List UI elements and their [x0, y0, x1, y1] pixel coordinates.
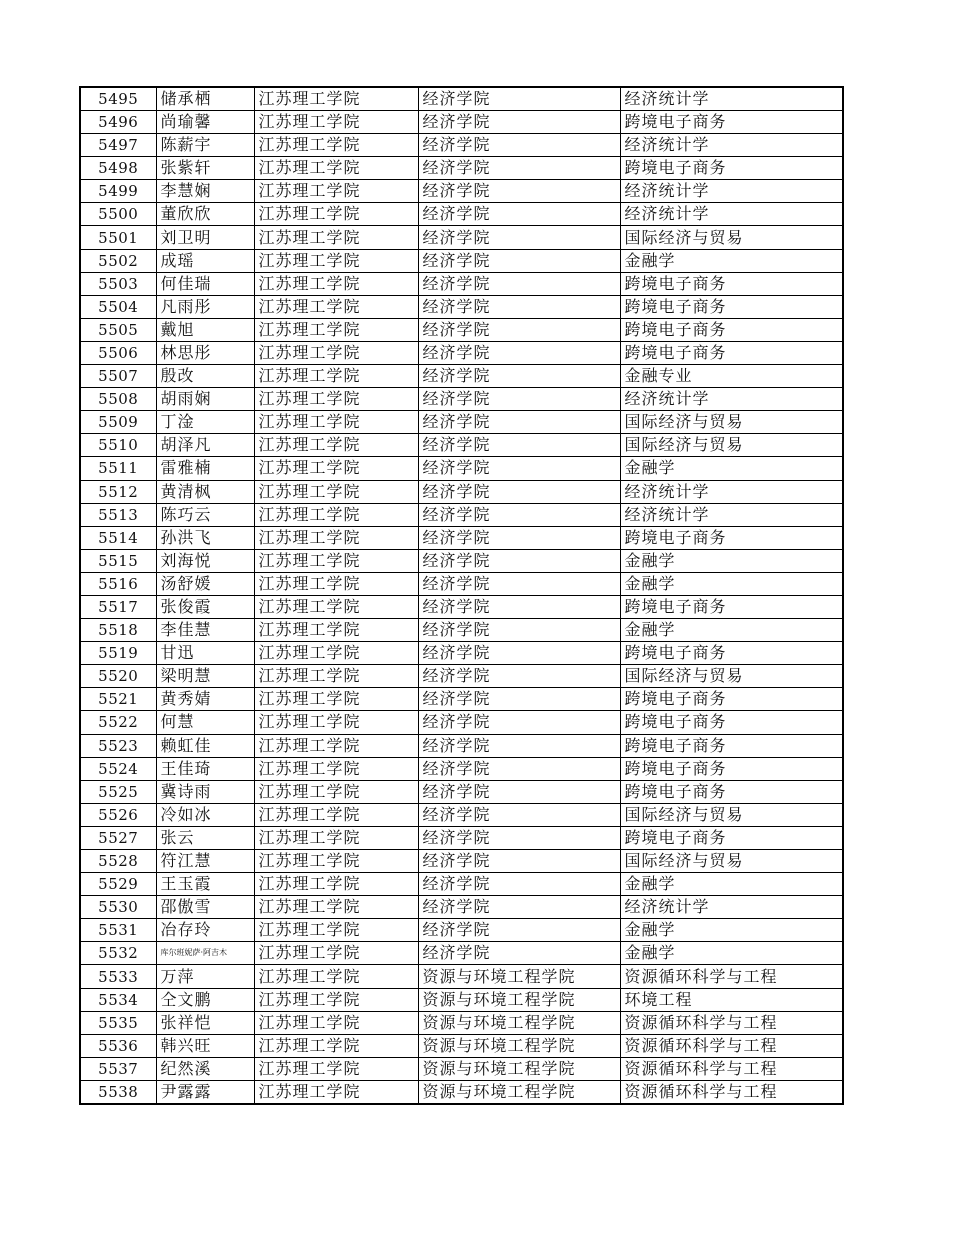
college-cell: 资源与环境工程学院 [418, 988, 620, 1011]
table-row [80, 988, 843, 1011]
school-cell: 江苏理工学院 [254, 1057, 418, 1080]
student-name-cell: 李慧娴 [156, 180, 254, 203]
college-cell: 经济学院 [418, 780, 620, 803]
table-row [80, 965, 843, 988]
major-cell: 资源循环科学与工程 [620, 1034, 843, 1057]
table-row [80, 803, 843, 826]
table-row [80, 826, 843, 849]
school-cell: 江苏理工学院 [254, 688, 418, 711]
table-row [80, 642, 843, 665]
serial-number-cell: 5496 [80, 111, 156, 134]
student-name-cell: 胡雨娴 [156, 388, 254, 411]
table-row [80, 203, 843, 226]
major-cell: 跨境电子商务 [620, 157, 843, 180]
college-cell: 经济学院 [418, 87, 620, 111]
serial-number-cell: 5519 [80, 642, 156, 665]
college-cell: 经济学院 [418, 295, 620, 318]
major-cell: 国际经济与贸易 [620, 411, 843, 434]
student-name-cell: 邵傲雪 [156, 896, 254, 919]
school-cell: 江苏理工学院 [254, 226, 418, 249]
serial-number-cell: 5514 [80, 526, 156, 549]
school-cell: 江苏理工学院 [254, 503, 418, 526]
college-cell: 经济学院 [418, 919, 620, 942]
table-row [80, 711, 843, 734]
college-cell: 经济学院 [418, 873, 620, 896]
serial-number-cell: 5495 [80, 87, 156, 111]
major-cell: 国际经济与贸易 [620, 434, 843, 457]
table-row [80, 1080, 843, 1104]
serial-number-cell: 5506 [80, 341, 156, 364]
major-cell: 经济统计学 [620, 388, 843, 411]
serial-number-cell: 5536 [80, 1034, 156, 1057]
table-row [80, 896, 843, 919]
college-cell: 经济学院 [418, 803, 620, 826]
student-name-cell: 何慧 [156, 711, 254, 734]
college-cell: 经济学院 [418, 549, 620, 572]
major-cell: 跨境电子商务 [620, 826, 843, 849]
serial-number-cell: 5502 [80, 249, 156, 272]
serial-number-cell: 5511 [80, 457, 156, 480]
table-row [80, 665, 843, 688]
student-name-cell: 张云 [156, 826, 254, 849]
table-row [80, 688, 843, 711]
serial-number-cell: 5508 [80, 388, 156, 411]
serial-number-cell: 5516 [80, 572, 156, 595]
serial-number-cell: 5524 [80, 757, 156, 780]
serial-number-cell: 5535 [80, 1011, 156, 1034]
major-cell: 经济统计学 [620, 896, 843, 919]
major-cell: 资源循环科学与工程 [620, 965, 843, 988]
table-row [80, 942, 843, 965]
school-cell: 江苏理工学院 [254, 480, 418, 503]
student-name-cell: 尚瑜馨 [156, 111, 254, 134]
table-row [80, 572, 843, 595]
serial-number-cell: 5534 [80, 988, 156, 1011]
table-row [80, 388, 843, 411]
school-cell: 江苏理工学院 [254, 434, 418, 457]
student-name-cell: 成瑶 [156, 249, 254, 272]
major-cell: 跨境电子商务 [620, 642, 843, 665]
school-cell: 江苏理工学院 [254, 942, 418, 965]
major-cell: 跨境电子商务 [620, 272, 843, 295]
table-row [80, 249, 843, 272]
college-cell: 经济学院 [418, 434, 620, 457]
serial-number-cell: 5505 [80, 318, 156, 341]
major-cell: 跨境电子商务 [620, 780, 843, 803]
college-cell: 经济学院 [418, 388, 620, 411]
college-cell: 经济学院 [418, 180, 620, 203]
school-cell: 江苏理工学院 [254, 1080, 418, 1104]
student-name-cell: 仝文鹏 [156, 988, 254, 1011]
college-cell: 经济学院 [418, 688, 620, 711]
student-name-cell: 黄秀婧 [156, 688, 254, 711]
student-name-cell: 刘卫明 [156, 226, 254, 249]
student-name-cell: 林思彤 [156, 341, 254, 364]
serial-number-cell: 5501 [80, 226, 156, 249]
major-cell: 国际经济与贸易 [620, 850, 843, 873]
serial-number-cell: 5509 [80, 411, 156, 434]
serial-number-cell: 5500 [80, 203, 156, 226]
student-name-cell: 韩兴旺 [156, 1034, 254, 1057]
serial-number-cell: 5538 [80, 1080, 156, 1104]
table-row [80, 134, 843, 157]
major-cell: 经济统计学 [620, 503, 843, 526]
college-cell: 经济学院 [418, 734, 620, 757]
student-name-cell: 甘迅 [156, 642, 254, 665]
major-cell: 跨境电子商务 [620, 111, 843, 134]
table-row [80, 549, 843, 572]
table-row [80, 1034, 843, 1057]
serial-number-cell: 5503 [80, 272, 156, 295]
college-cell: 经济学院 [418, 272, 620, 295]
table-row [80, 365, 843, 388]
student-name-cell: 陈薪宇 [156, 134, 254, 157]
college-cell: 经济学院 [418, 411, 620, 434]
major-cell: 国际经济与贸易 [620, 803, 843, 826]
student-name-cell: 雷雅楠 [156, 457, 254, 480]
school-cell: 江苏理工学院 [254, 896, 418, 919]
school-cell: 江苏理工学院 [254, 572, 418, 595]
school-cell: 江苏理工学院 [254, 180, 418, 203]
school-cell: 江苏理工学院 [254, 1011, 418, 1034]
student-name-cell: 纪然溪 [156, 1057, 254, 1080]
student-name-cell: 汤舒媛 [156, 572, 254, 595]
college-cell: 经济学院 [418, 480, 620, 503]
school-cell: 江苏理工学院 [254, 457, 418, 480]
serial-number-cell: 5526 [80, 803, 156, 826]
major-cell: 资源循环科学与工程 [620, 1057, 843, 1080]
major-cell: 环境工程 [620, 988, 843, 1011]
school-cell: 江苏理工学院 [254, 757, 418, 780]
school-cell: 江苏理工学院 [254, 157, 418, 180]
college-cell: 经济学院 [418, 642, 620, 665]
student-name-cell: 万萍 [156, 965, 254, 988]
table-row [80, 457, 843, 480]
serial-number-cell: 5527 [80, 826, 156, 849]
student-name-cell: 王佳琦 [156, 757, 254, 780]
school-cell: 江苏理工学院 [254, 111, 418, 134]
student-name-cell: 张紫轩 [156, 157, 254, 180]
college-cell: 资源与环境工程学院 [418, 1034, 620, 1057]
table-row [80, 411, 843, 434]
student-name-cell: 张祥恺 [156, 1011, 254, 1034]
student-name-cell: 陈巧云 [156, 503, 254, 526]
school-cell: 江苏理工学院 [254, 249, 418, 272]
school-cell: 江苏理工学院 [254, 780, 418, 803]
school-cell: 江苏理工学院 [254, 665, 418, 688]
table-row [80, 111, 843, 134]
table-row [80, 757, 843, 780]
serial-number-cell: 5528 [80, 850, 156, 873]
school-cell: 江苏理工学院 [254, 295, 418, 318]
school-cell: 江苏理工学院 [254, 411, 418, 434]
college-cell: 经济学院 [418, 595, 620, 618]
student-name-cell: 何佳瑞 [156, 272, 254, 295]
college-cell: 经济学院 [418, 711, 620, 734]
major-cell: 金融学 [620, 572, 843, 595]
student-name-cell: 库尔班妮萨·阿吉木 [156, 942, 254, 965]
serial-number-cell: 5498 [80, 157, 156, 180]
school-cell: 江苏理工学院 [254, 873, 418, 896]
school-cell: 江苏理工学院 [254, 134, 418, 157]
school-cell: 江苏理工学院 [254, 803, 418, 826]
school-cell: 江苏理工学院 [254, 203, 418, 226]
college-cell: 经济学院 [418, 942, 620, 965]
major-cell: 金融学 [620, 457, 843, 480]
college-cell: 经济学院 [418, 457, 620, 480]
table-row [80, 619, 843, 642]
school-cell: 江苏理工学院 [254, 965, 418, 988]
serial-number-cell: 5531 [80, 919, 156, 942]
major-cell: 经济统计学 [620, 134, 843, 157]
college-cell: 经济学院 [418, 203, 620, 226]
school-cell: 江苏理工学院 [254, 318, 418, 341]
table-row [80, 272, 843, 295]
table-row [80, 318, 843, 341]
college-cell: 经济学院 [418, 665, 620, 688]
major-cell: 跨境电子商务 [620, 341, 843, 364]
major-cell: 经济统计学 [620, 480, 843, 503]
school-cell: 江苏理工学院 [254, 365, 418, 388]
table-row [80, 780, 843, 803]
school-cell: 江苏理工学院 [254, 850, 418, 873]
serial-number-cell: 5533 [80, 965, 156, 988]
college-cell: 经济学院 [418, 619, 620, 642]
student-name-cell: 尹露露 [156, 1080, 254, 1104]
major-cell: 金融学 [620, 549, 843, 572]
serial-number-cell: 5499 [80, 180, 156, 203]
student-name-cell: 王玉霞 [156, 873, 254, 896]
major-cell: 跨境电子商务 [620, 711, 843, 734]
student-name-cell: 李佳慧 [156, 619, 254, 642]
college-cell: 经济学院 [418, 757, 620, 780]
school-cell: 江苏理工学院 [254, 87, 418, 111]
student-name-cell: 冀诗雨 [156, 780, 254, 803]
table-row [80, 873, 843, 896]
student-name-cell: 凡雨彤 [156, 295, 254, 318]
college-cell: 资源与环境工程学院 [418, 965, 620, 988]
student-name-cell: 董欣欣 [156, 203, 254, 226]
major-cell: 经济统计学 [620, 180, 843, 203]
college-cell: 资源与环境工程学院 [418, 1080, 620, 1104]
major-cell: 金融学 [620, 619, 843, 642]
college-cell: 经济学院 [418, 365, 620, 388]
major-cell: 跨境电子商务 [620, 688, 843, 711]
college-cell: 资源与环境工程学院 [418, 1011, 620, 1034]
major-cell: 金融专业 [620, 365, 843, 388]
serial-number-cell: 5523 [80, 734, 156, 757]
school-cell: 江苏理工学院 [254, 388, 418, 411]
table-row [80, 526, 843, 549]
college-cell: 经济学院 [418, 826, 620, 849]
school-cell: 江苏理工学院 [254, 526, 418, 549]
major-cell: 经济统计学 [620, 203, 843, 226]
table-row [80, 480, 843, 503]
school-cell: 江苏理工学院 [254, 988, 418, 1011]
college-cell: 经济学院 [418, 572, 620, 595]
student-name-cell: 梁明慧 [156, 665, 254, 688]
table-row [80, 850, 843, 873]
table-row [80, 341, 843, 364]
college-cell: 经济学院 [418, 896, 620, 919]
college-cell: 经济学院 [418, 226, 620, 249]
major-cell: 跨境电子商务 [620, 318, 843, 341]
major-cell: 资源循环科学与工程 [620, 1011, 843, 1034]
serial-number-cell: 5507 [80, 365, 156, 388]
college-cell: 经济学院 [418, 134, 620, 157]
school-cell: 江苏理工学院 [254, 341, 418, 364]
serial-number-cell: 5530 [80, 896, 156, 919]
roster-table [79, 86, 844, 1105]
school-cell: 江苏理工学院 [254, 919, 418, 942]
student-name-cell: 张俊霞 [156, 595, 254, 618]
serial-number-cell: 5512 [80, 480, 156, 503]
school-cell: 江苏理工学院 [254, 711, 418, 734]
serial-number-cell: 5537 [80, 1057, 156, 1080]
major-cell: 跨境电子商务 [620, 757, 843, 780]
college-cell: 经济学院 [418, 111, 620, 134]
college-cell: 经济学院 [418, 157, 620, 180]
school-cell: 江苏理工学院 [254, 734, 418, 757]
student-name-cell: 黄清枫 [156, 480, 254, 503]
student-name-cell: 储承栖 [156, 87, 254, 111]
major-cell: 国际经济与贸易 [620, 665, 843, 688]
major-cell: 国际经济与贸易 [620, 226, 843, 249]
table-row [80, 226, 843, 249]
serial-number-cell: 5518 [80, 619, 156, 642]
table-row [80, 1011, 843, 1034]
table-row [80, 180, 843, 203]
table-row [80, 1057, 843, 1080]
roster-table-body [80, 87, 843, 1104]
serial-number-cell: 5515 [80, 549, 156, 572]
school-cell: 江苏理工学院 [254, 642, 418, 665]
serial-number-cell: 5532 [80, 942, 156, 965]
serial-number-cell: 5522 [80, 711, 156, 734]
college-cell: 经济学院 [418, 503, 620, 526]
student-name-cell: 胡泽凡 [156, 434, 254, 457]
college-cell: 经济学院 [418, 318, 620, 341]
serial-number-cell: 5517 [80, 595, 156, 618]
table-row [80, 157, 843, 180]
table-row [80, 734, 843, 757]
serial-number-cell: 5529 [80, 873, 156, 896]
college-cell: 资源与环境工程学院 [418, 1057, 620, 1080]
college-cell: 经济学院 [418, 249, 620, 272]
serial-number-cell: 5513 [80, 503, 156, 526]
table-row [80, 503, 843, 526]
college-cell: 经济学院 [418, 341, 620, 364]
major-cell: 资源循环科学与工程 [620, 1080, 843, 1104]
serial-number-cell: 5525 [80, 780, 156, 803]
table-row [80, 295, 843, 318]
serial-number-cell: 5510 [80, 434, 156, 457]
serial-number-cell: 5504 [80, 295, 156, 318]
school-cell: 江苏理工学院 [254, 549, 418, 572]
student-name-cell: 丁淦 [156, 411, 254, 434]
major-cell: 金融学 [620, 919, 843, 942]
student-name-cell: 殷改 [156, 365, 254, 388]
school-cell: 江苏理工学院 [254, 826, 418, 849]
table-row [80, 434, 843, 457]
major-cell: 跨境电子商务 [620, 295, 843, 318]
table-row [80, 595, 843, 618]
school-cell: 江苏理工学院 [254, 619, 418, 642]
serial-number-cell: 5520 [80, 665, 156, 688]
major-cell: 跨境电子商务 [620, 526, 843, 549]
school-cell: 江苏理工学院 [254, 595, 418, 618]
college-cell: 经济学院 [418, 850, 620, 873]
major-cell: 经济统计学 [620, 87, 843, 111]
major-cell: 金融学 [620, 249, 843, 272]
major-cell: 金融学 [620, 942, 843, 965]
serial-number-cell: 5521 [80, 688, 156, 711]
table-row [80, 87, 843, 111]
school-cell: 江苏理工学院 [254, 1034, 418, 1057]
student-name-cell: 冶存玲 [156, 919, 254, 942]
college-cell: 经济学院 [418, 526, 620, 549]
table-row [80, 919, 843, 942]
student-name-cell: 赖虹佳 [156, 734, 254, 757]
major-cell: 跨境电子商务 [620, 734, 843, 757]
student-name-cell: 符江慧 [156, 850, 254, 873]
school-cell: 江苏理工学院 [254, 272, 418, 295]
student-name-cell: 冷如冰 [156, 803, 254, 826]
student-name-cell: 孙洪飞 [156, 526, 254, 549]
major-cell: 跨境电子商务 [620, 595, 843, 618]
student-name-cell: 戴旭 [156, 318, 254, 341]
major-cell: 金融学 [620, 873, 843, 896]
serial-number-cell: 5497 [80, 134, 156, 157]
student-name-cell: 刘海悦 [156, 549, 254, 572]
